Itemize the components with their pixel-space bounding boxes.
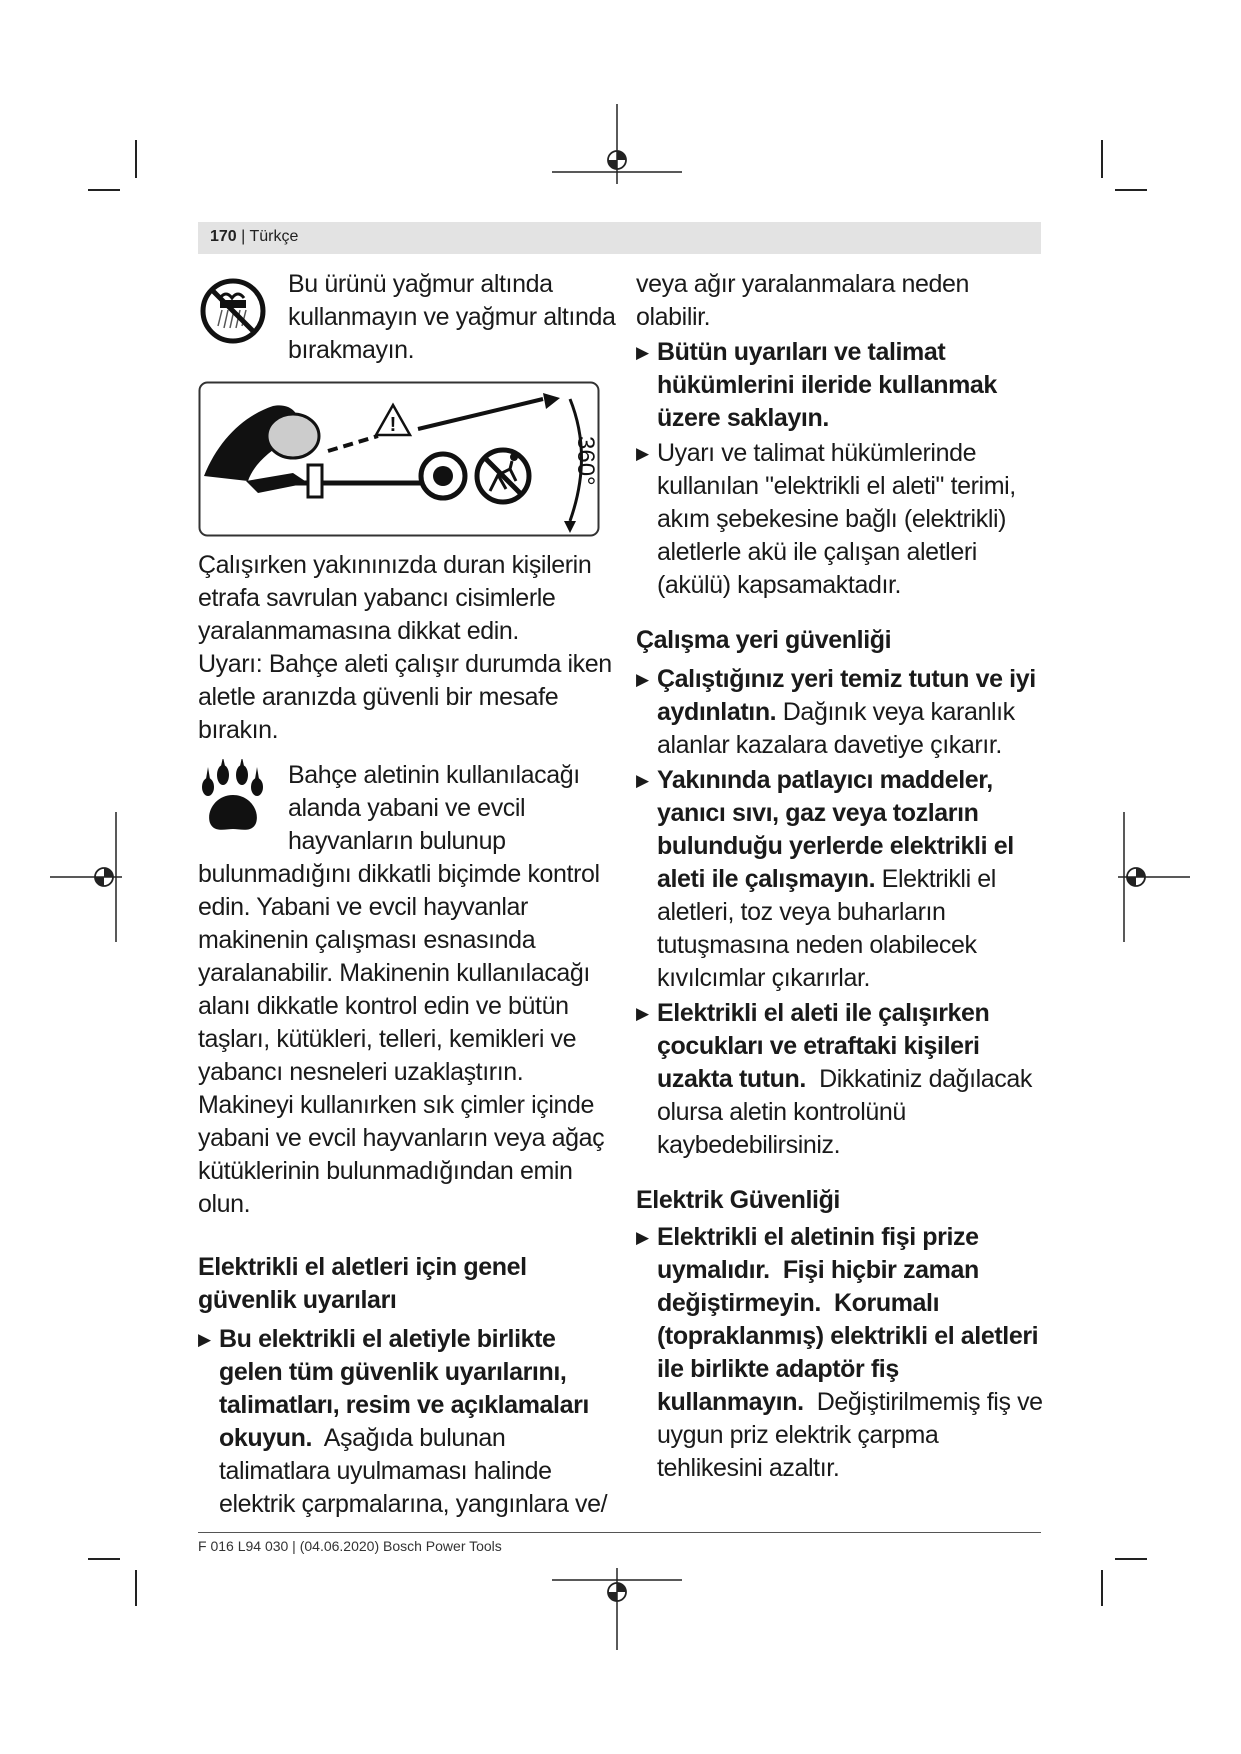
bold-fragment: aleti ile çalışmayın. bbox=[657, 865, 876, 893]
text-line: gelen tüm güvenlik uyarılarını, bbox=[219, 1358, 567, 1386]
bold-fragment: değiştirmeyin. bbox=[657, 1289, 821, 1317]
normal-fragment: Değiştirilmemiş fiş ve bbox=[816, 1388, 1043, 1416]
header-language: Türkçe bbox=[249, 228, 299, 245]
right-column bbox=[636, 268, 1056, 1485]
bullet-term-definition bbox=[636, 437, 1056, 602]
text-line-mixed bbox=[657, 1254, 1056, 1287]
text-line: aletlerle akü ile çalışan aletleri bbox=[657, 538, 977, 566]
bold-fragment: aydınlatın. bbox=[657, 698, 777, 726]
text-line: hükümlerini ileride kullanmak bbox=[657, 371, 997, 399]
text-line: tehlikesini azaltır. bbox=[657, 1454, 840, 1482]
text-line: etrafa savrulan yabancı cisimlerle bbox=[198, 584, 556, 612]
page-header bbox=[210, 228, 298, 246]
registration-mark-top bbox=[552, 104, 682, 194]
text-line: yanıcı sıvı, gaz veya tozların bbox=[657, 799, 979, 827]
text-line: yaralanmamasına dikkat edin. bbox=[198, 617, 519, 645]
text-line-mixed bbox=[657, 1063, 1056, 1096]
text-line: uygun priz elektrik çarpma bbox=[657, 1421, 939, 1449]
text-line: Bahçe aletinin kullanılacağı bbox=[288, 761, 580, 789]
text-line-mixed bbox=[657, 696, 1056, 729]
text-line: akım şebekesine bağlı (elektrikli) bbox=[657, 505, 1007, 533]
text-line: yaralanabilir. Makinenin kullanılacağı bbox=[198, 959, 590, 987]
text-line: Uyarı: Bahçe aleti çalışır durumda iken bbox=[198, 650, 612, 678]
rain-warning-text bbox=[288, 268, 615, 367]
bold-fragment: uymalıdır. bbox=[657, 1256, 770, 1284]
page-footer: F 016 L94 030 | (04.06.2020) Bosch Power Tools bbox=[198, 1538, 502, 1554]
text-line: bırakın. bbox=[198, 716, 279, 744]
text-line: olursa aletin kontrolünü bbox=[657, 1098, 906, 1126]
text-line: edin. Yabani ve evcil hayvanlar bbox=[198, 893, 528, 921]
text-line: kullanılan "elektrikli el aleti" terimi, bbox=[657, 472, 1016, 500]
trimmer-360-warning-figure bbox=[198, 381, 600, 537]
text-line: kullanmayın ve yağmur altında bbox=[288, 303, 616, 331]
bullet-marker: ▶ bbox=[636, 1004, 649, 1023]
text-line: bulunduğu yerlerde elektrikli el bbox=[657, 832, 1014, 860]
crop-mark-tr-h bbox=[1115, 189, 1147, 191]
text-line: kaybedebilirsiniz. bbox=[657, 1131, 841, 1159]
text-line: kütüklerinin bulunmadığından emin bbox=[198, 1157, 573, 1185]
bullet-marker: ▶ bbox=[198, 1330, 211, 1349]
text-line: Bu ürünü yağmur altında bbox=[288, 270, 553, 298]
text-line: alanlar kazalara davetiye çıkarır. bbox=[657, 731, 1002, 759]
rain-icon-box bbox=[198, 268, 288, 367]
text-line: olabilir. bbox=[636, 303, 711, 331]
crop-mark-tl-v bbox=[135, 140, 137, 178]
text-line: alanı dikkatle kontrol edin ve bütün bbox=[198, 992, 569, 1020]
rain-warning-block bbox=[198, 268, 618, 367]
page-number: 170 bbox=[210, 228, 237, 245]
bold-fragment: uzakta tutun. bbox=[657, 1065, 806, 1093]
text-line: Çalışırken yakınınızda duran kişilerin bbox=[198, 551, 592, 579]
bold-fragment: Fişi hiçbir zaman bbox=[782, 1256, 979, 1284]
crop-mark-bl-v bbox=[135, 1570, 137, 1606]
paw-icon-box bbox=[198, 759, 288, 858]
left-column bbox=[198, 268, 618, 1521]
crop-mark-br-v bbox=[1101, 1570, 1103, 1606]
crop-mark-br-h bbox=[1115, 1558, 1147, 1560]
bullet-clean-workplace bbox=[636, 663, 1056, 762]
normal-fragment: Aşağıda bulunan bbox=[323, 1424, 506, 1452]
text-line: tutuşmasına neden olabilecek bbox=[657, 931, 977, 959]
paw-icon bbox=[198, 759, 268, 839]
bullet-plug-outlet bbox=[636, 1221, 1056, 1485]
animal-warning-text bbox=[198, 858, 618, 1221]
bold-fragment: Korumalı bbox=[834, 1289, 940, 1317]
figure-degree-label: 360° bbox=[572, 436, 599, 486]
text-line: Elektrikli el aleti ile çalışırken bbox=[657, 999, 990, 1027]
bullet-marker: ▶ bbox=[636, 444, 649, 463]
svg-text:!: ! bbox=[389, 414, 397, 436]
text-line: veya ağır yaralanmalara neden bbox=[636, 270, 970, 298]
normal-fragment: Elektrikli el bbox=[881, 865, 996, 893]
continuation-text bbox=[636, 268, 1056, 334]
animal-warning-block bbox=[198, 759, 618, 858]
crop-mark-tr-v bbox=[1101, 140, 1103, 178]
text-line: Yakınında patlayıcı maddeler, bbox=[657, 766, 993, 794]
text-line: taşları, kütükleri, telleri, kemikleri ve bbox=[198, 1025, 577, 1053]
text-line: Elektrikli el aletinin fişi prize bbox=[657, 1223, 979, 1251]
bystander-warning-text bbox=[198, 549, 618, 747]
crop-mark-bl-h bbox=[88, 1558, 120, 1560]
text-line: (akülü) kapsamaktadır. bbox=[657, 571, 902, 599]
text-line: bırakmayın. bbox=[288, 336, 415, 364]
bullet-marker: ▶ bbox=[636, 670, 649, 689]
text-line-mixed bbox=[219, 1422, 618, 1455]
text-line: aletleri, toz veya buharların bbox=[657, 898, 946, 926]
heading-line: Elektrikli el aletleri için genel bbox=[198, 1253, 527, 1281]
text-line: bulunmadığını dikkatli biçimde kontrol bbox=[198, 860, 600, 888]
bullet-read-instructions bbox=[198, 1323, 618, 1521]
registration-mark-right bbox=[1110, 812, 1190, 942]
text-line: yabani ve evcil hayvanların veya ağaç bbox=[198, 1124, 605, 1152]
text-line: Bütün uyarıları ve talimat bbox=[657, 338, 946, 366]
text-line: kıvılcımlar çıkarırlar. bbox=[657, 964, 871, 992]
section-heading-workplace: Çalışma yeri güvenliği bbox=[636, 626, 892, 654]
bullet-keep-instructions bbox=[636, 336, 1056, 435]
text-line: (topraklanmış) elektrikli el aletleri bbox=[657, 1322, 1039, 1350]
section-heading-general-safety bbox=[198, 1251, 618, 1317]
text-line-mixed bbox=[657, 1287, 1056, 1320]
text-line: aletle aranızda güvenli bir mesafe bbox=[198, 683, 559, 711]
bullet-marker: ▶ bbox=[636, 343, 649, 362]
header-bar bbox=[198, 222, 1041, 254]
text-line: hayvanların bulunup bbox=[288, 827, 506, 855]
animal-warning-intro bbox=[288, 759, 580, 858]
text-line: alanda yabani ve evcil bbox=[288, 794, 526, 822]
text-line: talimatları, resim ve açıklamaları bbox=[219, 1391, 589, 1419]
heading-line: güvenlik uyarıları bbox=[198, 1286, 397, 1314]
text-line: Makineyi kullanırken sık çimler içinde bbox=[198, 1091, 595, 1119]
bullet-marker: ▶ bbox=[636, 1228, 649, 1247]
bullet-explosive-atmosphere bbox=[636, 764, 1056, 995]
text-line: olun. bbox=[198, 1190, 251, 1218]
text-line: Bu elektrikli el aletiyle birlikte bbox=[219, 1325, 556, 1353]
text-line: makinenin çalışması esnasında bbox=[198, 926, 536, 954]
header-separator: | bbox=[236, 228, 250, 245]
text-line-mixed bbox=[657, 1386, 1056, 1419]
text-line: Çalıştığınız yeri temiz tutun ve iyi bbox=[657, 665, 1036, 693]
normal-fragment: Dağınık veya karanlık bbox=[782, 698, 1015, 726]
text-line: talimatlara uyulmaması halinde bbox=[219, 1457, 552, 1485]
text-line: çocukları ve etraftaki kişileri bbox=[657, 1032, 980, 1060]
text-line: üzere saklayın. bbox=[657, 404, 829, 432]
bullet-marker: ▶ bbox=[636, 771, 649, 790]
text-line: ile birlikte adaptör fiş bbox=[657, 1355, 899, 1383]
text-line: yabancı nesneleri uzaklaştırın. bbox=[198, 1058, 524, 1086]
no-rain-icon bbox=[198, 276, 268, 346]
text-line: Uyarı ve talimat hükümlerinde bbox=[657, 439, 977, 467]
bullet-keep-children-away bbox=[636, 997, 1056, 1162]
footer-rule bbox=[198, 1532, 1041, 1533]
bold-fragment: okuyun. bbox=[219, 1424, 313, 1452]
text-line: elektrik çarpmalarına, yangınlara ve/ bbox=[219, 1490, 608, 1518]
text-line-mixed bbox=[657, 863, 1056, 896]
registration-mark-bottom bbox=[552, 1568, 682, 1658]
bold-fragment: kullanmayın. bbox=[657, 1388, 804, 1416]
normal-fragment: Dikkatiniz dağılacak bbox=[819, 1065, 1032, 1093]
crop-mark-tl-h bbox=[88, 189, 120, 191]
section-heading-electrical: Elektrik Güvenliği bbox=[636, 1186, 840, 1214]
registration-mark-left bbox=[50, 812, 130, 942]
